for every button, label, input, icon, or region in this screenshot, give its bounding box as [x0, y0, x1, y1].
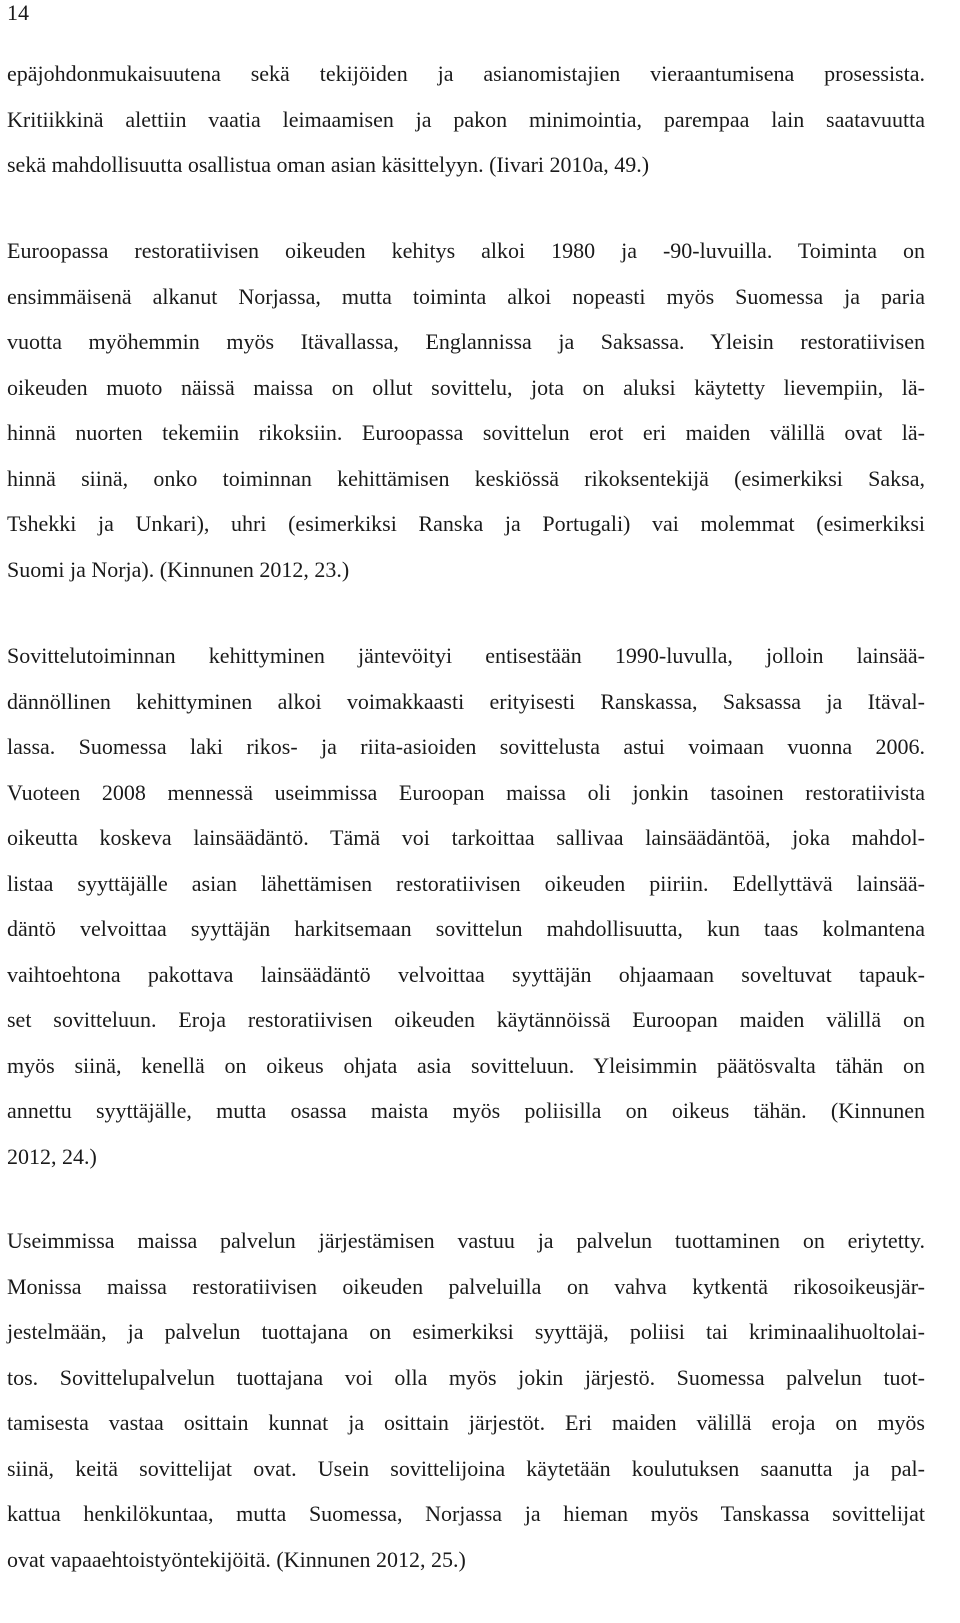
- text-line: hinnä nuorten tekemiin rikoksiin. Euroopassa sovittelun erot eri maiden välillä ovat lä-: [7, 420, 925, 445]
- text-line: Sovittelutoiminnan kehittyminen jäntevöityi entisestään 1990-luvulla, jolloin lainsää-: [7, 643, 925, 668]
- page-number: 14: [7, 0, 29, 25]
- paragraph-1: [7, 51, 925, 188]
- text-line: siinä, keitä sovittelijat ovat. Usein sovittelijoina käytetään koulutuksen saanutta ja pal-: [7, 1455, 925, 1481]
- text-line: listaa syyttäjälle asian lähettämisen restoratiivisen oikeuden piiriin. Edellyttävä lainsää-: [7, 870, 925, 896]
- paragraph-2: [7, 228, 925, 592]
- paragraph-3: [7, 633, 925, 1179]
- text-line: Monissa maissa restoratiivisen oikeuden palveluilla on vahva kytkentä rikosoikeusjär-: [7, 1273, 925, 1299]
- text-line: Useimmissa maissa palvelun järjestämisen vastuu ja palvelun tuottaminen on eriytetty.: [7, 1228, 925, 1253]
- text-line: Kritiikkinä alettiin vaatia leimaamisen ja pakon minimointia, parempaa lain saatavuutta: [7, 106, 925, 132]
- text-line: Euroopassa restoratiivisen oikeuden kehitys alkoi 1980 ja -90-luvuilla. Toiminta on: [7, 238, 925, 263]
- text-line: 2012, 24.): [7, 1143, 97, 1169]
- text-line: Vuoteen 2008 mennessä useimmissa Euroopan maissa oli jonkin tasoinen restoratiivista: [7, 779, 925, 805]
- paragraph-4: [7, 1218, 925, 1582]
- text-line: tos. Sovittelupalvelun tuottajana voi olla myös jokin järjestö. Suomessa palvelun tuot-: [7, 1364, 925, 1390]
- text-line: Suomi ja Norja). (Kinnunen 2012, 23.): [7, 556, 350, 582]
- text-line: ensimmäisenä alkanut Norjassa, mutta toiminta alkoi nopeasti myös Suomessa ja paria: [7, 283, 925, 309]
- text-line: däntö velvoittaa syyttäjän harkitsemaan sovittelun mahdollisuutta, kun taas kolmantena: [7, 916, 925, 941]
- text-line: ovat vapaaehtoistyöntekijöitä. (Kinnunen 2012, 25.): [7, 1546, 466, 1572]
- text-line: vaihtoehtona pakottava lainsäädäntö velvoittaa syyttäjän ohjaamaan soveltuvat tapauk-: [7, 961, 925, 987]
- text-line: Tshekki ja Unkari), uhri (esimerkiksi Ranska ja Portugali) vai molemmat (esimerkiksi: [7, 511, 925, 536]
- text-line: dännöllinen kehittyminen alkoi voimakkaasti erityisesti Ranskassa, Saksassa ja Itäval-: [7, 688, 925, 714]
- text-line: set sovitteluun. Eroja restoratiivisen oikeuden käytännöissä Euroopan maiden välillä on: [7, 1007, 925, 1032]
- text-line: tamisesta vastaa osittain kunnat ja osittain järjestöt. Eri maiden välillä eroja on myös: [7, 1410, 925, 1435]
- text-line: epäjohdonmukaisuutena sekä tekijöiden ja asianomistajien vieraantumisena prosessista.: [7, 61, 925, 86]
- text-line: lassa. Suomessa laki rikos- ja riita-asioiden sovittelusta astui voimaan vuonna 2006.: [7, 734, 925, 759]
- text-line: kattua henkilökuntaa, mutta Suomessa, Norjassa ja hieman myös Tanskassa sovittelijat: [7, 1501, 925, 1526]
- text-line: oikeutta koskeva lainsäädäntö. Tämä voi tarkoittaa sallivaa lainsäädäntöä, joka mahdol-: [7, 825, 925, 850]
- text-line: annettu syyttäjälle, mutta osassa maista myös poliisilla on oikeus tähän. (Kinnunen: [7, 1098, 925, 1123]
- text-line: hinnä siinä, onko toiminnan kehittämisen keskiössä rikoksentekijä (esimerkiksi Saksa,: [7, 465, 925, 491]
- text-line: vuotta myöhemmin myös Itävallassa, Englannissa ja Saksassa. Yleisin restoratiivisen: [7, 329, 925, 354]
- text-line: sekä mahdollisuutta osallistua oman asian käsittelyyn. (Iivari 2010a, 49.): [7, 152, 650, 177]
- text-line: jestelmään, ja palvelun tuottajana on esimerkiksi syyttäjä, poliisi tai kriminaalihuoltolai-: [7, 1319, 925, 1344]
- text-line: oikeuden muoto näissä maissa on ollut sovittelu, jota on aluksi käytetty lievempiin, lä-: [7, 374, 925, 400]
- text-line: myös siinä, kenellä on oikeus ohjata asia sovitteluun. Yleisimmin päätösvalta tähän on: [7, 1052, 925, 1078]
